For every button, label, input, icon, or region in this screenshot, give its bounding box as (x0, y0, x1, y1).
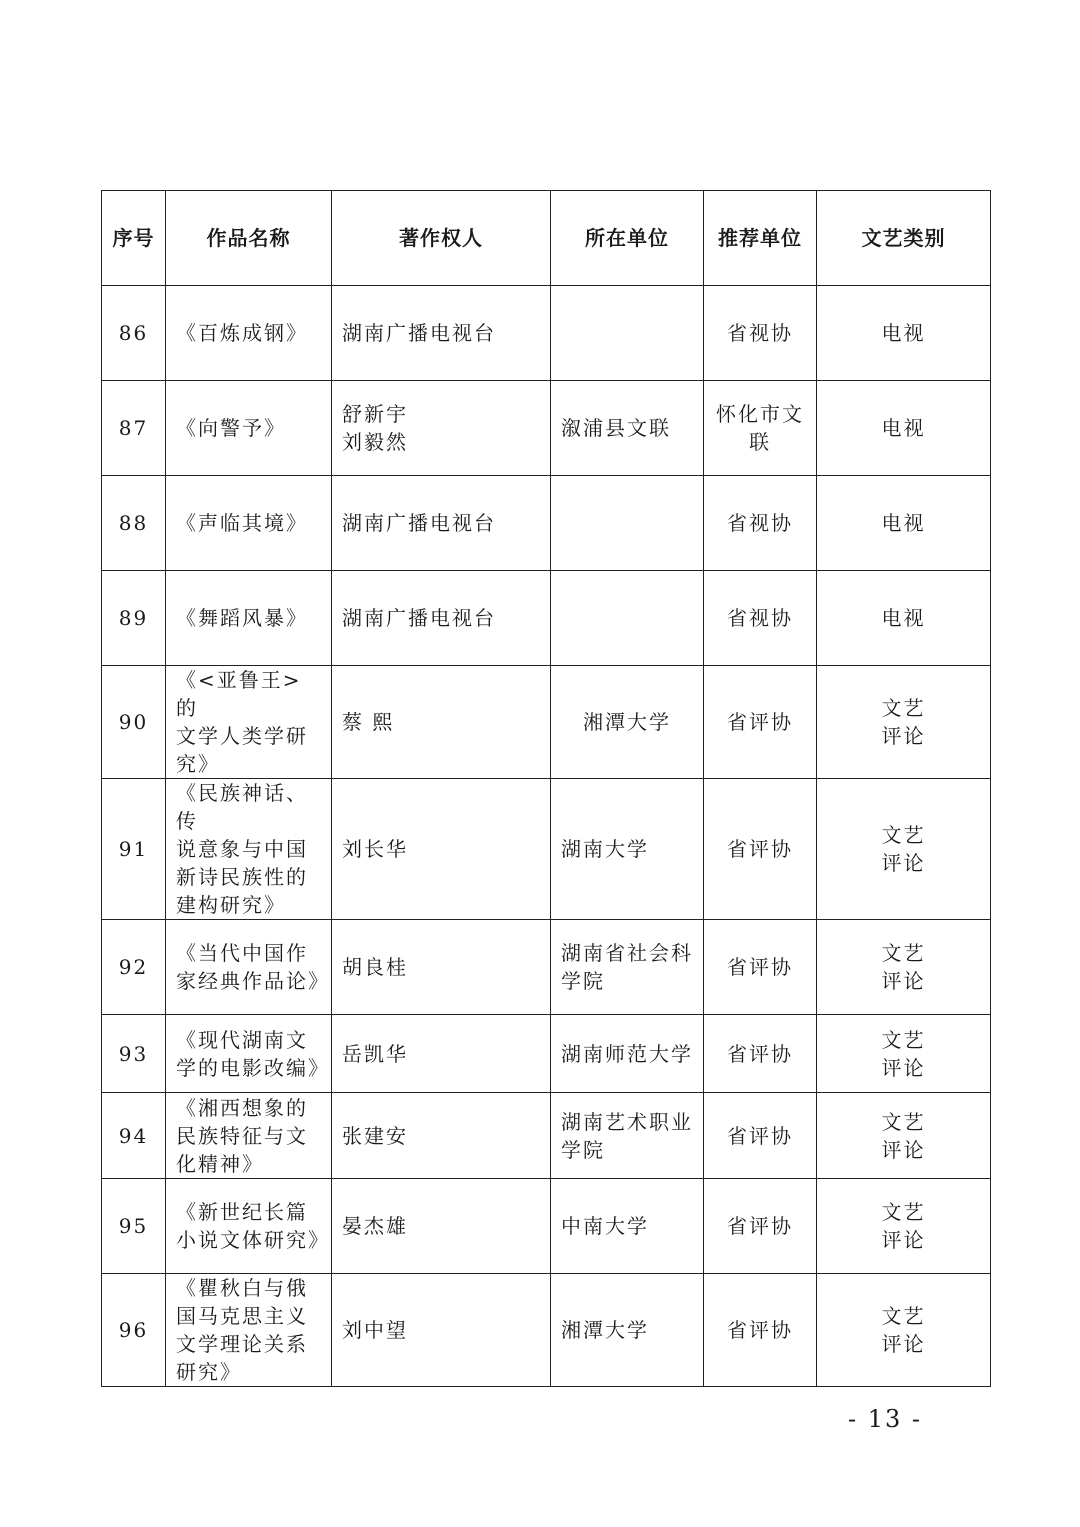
cell-recommender (704, 1093, 817, 1179)
table-row (102, 1015, 991, 1093)
cell-owner-line: 湖南广播电视台 (342, 321, 496, 345)
cell-owner-line: 晏杰雄 (342, 1214, 408, 1238)
cell-title-line: 学的电影改编》 (176, 1055, 330, 1080)
cell-category-line: 评论 (881, 1055, 926, 1080)
table-row (102, 1274, 991, 1387)
cell-title-line: 小说文体研究》 (176, 1228, 330, 1252)
cell-category-line: 文艺 (881, 696, 926, 720)
cell-title (166, 381, 332, 476)
cell-unit (551, 1093, 704, 1179)
cell-owner (332, 1179, 551, 1274)
cell-recommender (704, 1179, 817, 1274)
cell-unit (551, 779, 704, 920)
cell-unit (551, 381, 704, 476)
cell-serial: 91 (102, 779, 166, 920)
cell-owner (332, 286, 551, 381)
cell-recommender-line: 省评协 (727, 1214, 793, 1238)
cell-title (166, 920, 332, 1015)
cell-recommender (704, 476, 817, 571)
cell-recommender (704, 1015, 817, 1093)
cell-owner (332, 779, 551, 920)
cell-category-line: 评论 (881, 1228, 926, 1252)
cell-category-line: 评论 (881, 724, 926, 748)
table-row (102, 571, 991, 666)
cell-category-line: 评论 (881, 969, 926, 993)
cell-serial: 93 (102, 1015, 166, 1093)
cell-category-line: 电视 (881, 606, 926, 630)
cell-category (817, 1274, 991, 1387)
cell-unit-line: 学院 (561, 1137, 605, 1162)
cell-category (817, 571, 991, 666)
cell-title-line: 建构研究》 (176, 893, 286, 917)
cell-owner-line: 舒新宇 (342, 402, 408, 426)
cell-unit (551, 1015, 704, 1093)
cell-recommender-line: 省评协 (727, 1041, 793, 1066)
cell-recommender-line: 省评协 (727, 955, 793, 979)
cell-title (166, 779, 332, 920)
page-number: - 13 - (847, 1405, 922, 1433)
cell-title-line: 《百炼成钢》 (176, 321, 308, 345)
cell-serial: 87 (102, 381, 166, 476)
table-row (102, 1093, 991, 1179)
cell-category (817, 666, 991, 779)
header-unit: 所在单位 (551, 191, 704, 286)
cell-recommender (704, 1274, 817, 1387)
cell-owner (332, 381, 551, 476)
cell-category (817, 779, 991, 920)
cell-recommender-line: 省评协 (727, 710, 793, 734)
cell-owner-line: 蔡 熙 (342, 710, 395, 734)
cell-category-line: 文艺 (881, 823, 926, 847)
cell-recommender (704, 779, 817, 920)
cell-title-line: 说意象与中国 (176, 837, 308, 861)
award-list-table (101, 190, 991, 1387)
cell-owner (332, 920, 551, 1015)
cell-title (166, 1179, 332, 1274)
cell-title-line: 《民族神话、传 (176, 781, 308, 833)
cell-title (166, 286, 332, 381)
cell-category-line: 文艺 (881, 1200, 926, 1224)
cell-category-line: 文艺 (881, 1304, 926, 1328)
table-row (102, 779, 991, 920)
cell-owner (332, 1274, 551, 1387)
cell-title-line: 《当代中国作 (176, 941, 308, 965)
header-category: 文艺类别 (817, 191, 991, 286)
cell-serial: 96 (102, 1274, 166, 1387)
cell-title-line: 《舞蹈风暴》 (176, 606, 308, 630)
cell-category-line: 电视 (881, 321, 926, 345)
cell-unit-line: 湖南省社会科 (561, 941, 693, 965)
cell-recommender-line: 省视协 (727, 511, 793, 535)
cell-recommender (704, 381, 817, 476)
cell-recommender-line: 怀化市文 (716, 402, 804, 426)
cell-title-line: 家经典作品论》 (176, 969, 330, 993)
cell-category (817, 286, 991, 381)
cell-recommender-line: 省视协 (727, 321, 793, 345)
cell-owner-line: 湖南广播电视台 (342, 606, 496, 630)
cell-recommender (704, 666, 817, 779)
cell-category (817, 381, 991, 476)
cell-owner (332, 476, 551, 571)
table-row (102, 1179, 991, 1274)
table-header-row (102, 191, 991, 286)
cell-unit (551, 571, 704, 666)
cell-recommender-line: 省评协 (727, 837, 793, 861)
table-row (102, 381, 991, 476)
cell-serial: 88 (102, 476, 166, 571)
cell-unit-line: 湘潭大学 (561, 1318, 649, 1342)
cell-owner (332, 571, 551, 666)
cell-owner (332, 666, 551, 779)
cell-recommender (704, 920, 817, 1015)
cell-category-line: 电视 (881, 511, 926, 535)
cell-unit (551, 1274, 704, 1387)
cell-unit (551, 286, 704, 381)
cell-title-line: 《声临其境》 (176, 511, 308, 535)
cell-owner-line: 刘长华 (342, 837, 408, 861)
table-row (102, 920, 991, 1015)
cell-title-line: 新诗民族性的 (176, 865, 308, 889)
cell-recommender-line: 联 (749, 430, 771, 454)
header-owner: 著作权人 (332, 191, 551, 286)
cell-owner-line: 张建安 (342, 1123, 408, 1148)
cell-category (817, 1093, 991, 1179)
cell-serial: 89 (102, 571, 166, 666)
header-title: 作品名称 (166, 191, 332, 286)
cell-category-line: 评论 (881, 1137, 926, 1162)
cell-serial: 92 (102, 920, 166, 1015)
cell-recommender (704, 571, 817, 666)
cell-title-line: 《<亚鲁王>的 (176, 668, 302, 720)
cell-title-line: 《新世纪长篇 (176, 1200, 308, 1224)
cell-unit-line: 学院 (561, 969, 605, 993)
cell-unit-line: 湘潭大学 (583, 710, 671, 734)
cell-title-line: 文学理论关系 (176, 1332, 308, 1356)
cell-title (166, 1093, 332, 1179)
header-serial: 序号 (102, 191, 166, 286)
cell-title-line: 研究》 (176, 1360, 242, 1384)
cell-unit (551, 920, 704, 1015)
cell-recommender-line: 省评协 (727, 1318, 793, 1342)
cell-serial: 95 (102, 1179, 166, 1274)
cell-title-line: 《向警予》 (176, 416, 286, 440)
table-row (102, 666, 991, 779)
cell-serial: 90 (102, 666, 166, 779)
cell-owner-line: 胡良桂 (342, 955, 408, 979)
cell-title-line: 《瞿秋白与俄 (176, 1276, 308, 1300)
cell-title-line: 《湘西想象的 (176, 1095, 308, 1120)
cell-recommender (704, 286, 817, 381)
header-recommender: 推荐单位 (704, 191, 817, 286)
cell-category-line: 电视 (881, 416, 926, 440)
cell-title (166, 571, 332, 666)
cell-category (817, 476, 991, 571)
cell-title-line: 国马克思主义 (176, 1304, 308, 1328)
cell-title (166, 476, 332, 571)
cell-owner-line: 湖南广播电视台 (342, 511, 496, 535)
cell-category-line: 评论 (881, 851, 926, 875)
cell-unit (551, 1179, 704, 1274)
cell-title-line: 化精神》 (176, 1151, 264, 1176)
cell-owner (332, 1093, 551, 1179)
cell-title (166, 1015, 332, 1093)
cell-category (817, 1015, 991, 1093)
cell-category (817, 1179, 991, 1274)
cell-recommender-line: 省视协 (727, 606, 793, 630)
cell-unit (551, 666, 704, 779)
cell-category-line: 文艺 (881, 1027, 926, 1052)
cell-unit (551, 476, 704, 571)
cell-title-line: 《现代湖南文 (176, 1027, 308, 1052)
cell-unit-line: 湖南师范大学 (561, 1041, 693, 1066)
cell-title-line: 民族特征与文 (176, 1123, 308, 1148)
cell-recommender-line: 省评协 (727, 1123, 793, 1148)
cell-title (166, 1274, 332, 1387)
table-row (102, 286, 991, 381)
cell-serial: 94 (102, 1093, 166, 1179)
cell-title (166, 666, 332, 779)
cell-title-line: 文学人类学研 (176, 724, 308, 748)
cell-owner-line: 刘毅然 (342, 430, 408, 454)
table-row (102, 476, 991, 571)
cell-category (817, 920, 991, 1015)
cell-category-line: 评论 (881, 1332, 926, 1356)
cell-title-line: 究》 (176, 752, 220, 776)
cell-serial: 86 (102, 286, 166, 381)
cell-owner-line: 岳凯华 (342, 1041, 408, 1066)
cell-unit-line: 溆浦县文联 (561, 416, 671, 440)
cell-unit-line: 中南大学 (561, 1214, 649, 1238)
cell-category-line: 文艺 (881, 1109, 926, 1134)
cell-owner (332, 1015, 551, 1093)
cell-owner-line: 刘中望 (342, 1318, 408, 1342)
cell-unit-line: 湖南艺术职业 (561, 1109, 693, 1134)
cell-unit-line: 湖南大学 (561, 837, 649, 861)
cell-category-line: 文艺 (881, 941, 926, 965)
